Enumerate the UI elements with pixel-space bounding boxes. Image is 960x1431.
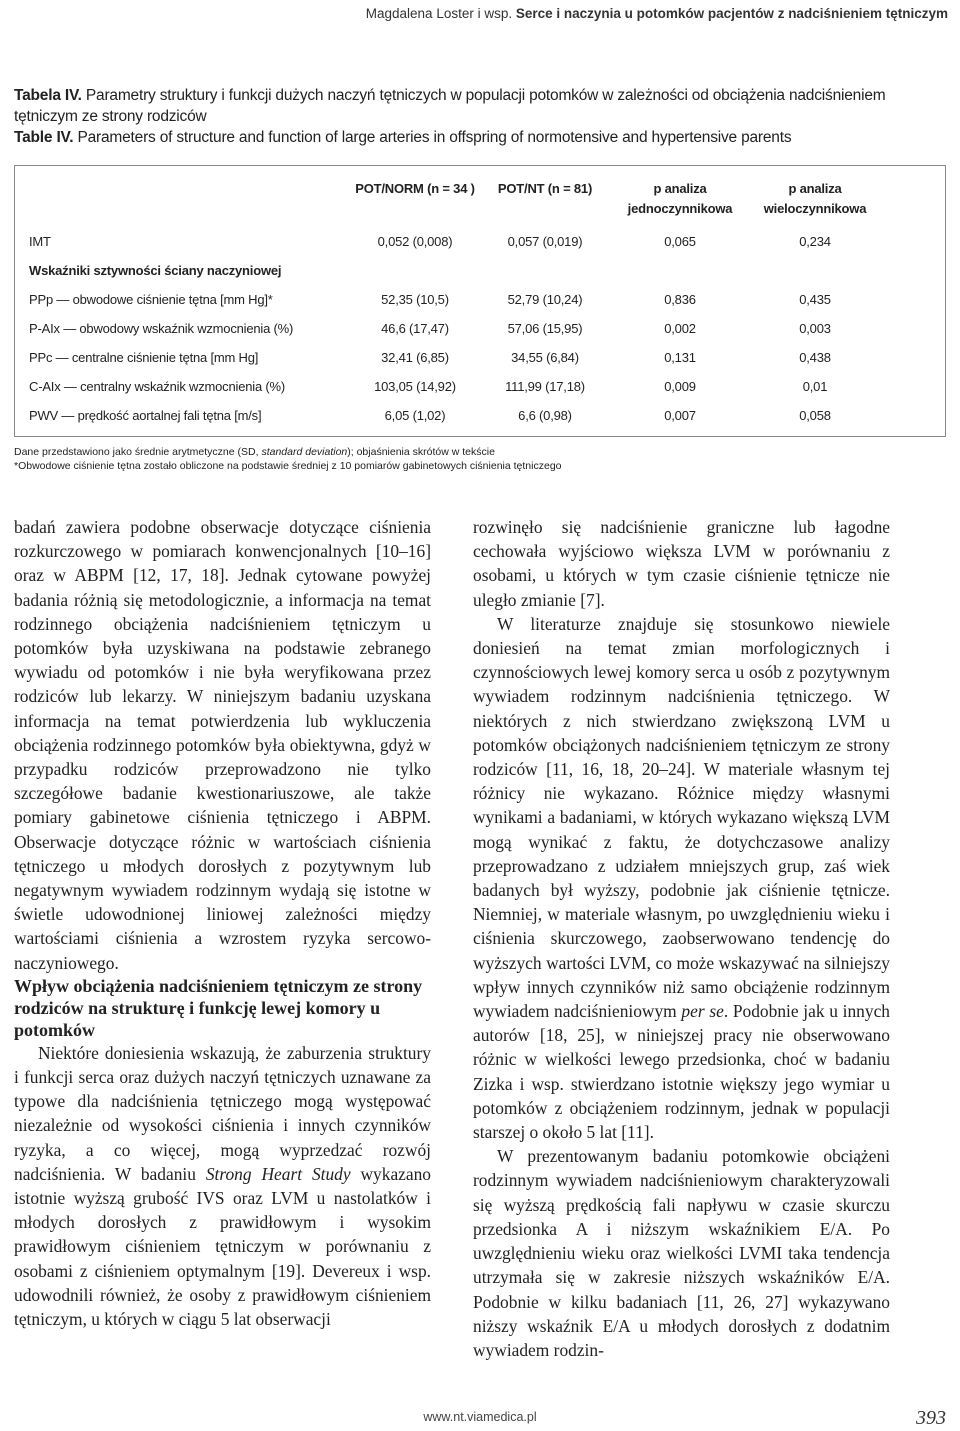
left-p2-b: wykazano istotnie wyższą grubość IVS oraz LVM u nastolatków i młodych dorosłych z prawidłowym i wysokim prawidłowym ciśnieniem tętniczym w porównaniu z osobami z ciśnieniem optymalnym [19]. Devereux i wsp. udowodnili również, że osoby z prawidłowym ciśnieniem tętniczym, u których w ciągu 5 lat obserwacji <box>14 1163 431 1330</box>
note-line-2: *Obwodowe ciśnienie tętna zostało obliczone na podstawie średniej z 10 pomiarów gabinetowych ciśnienia tętniczego <box>14 460 562 472</box>
section-heading: Wpływ obciążenia nadciśnieniem tętniczym ze strony rodziców na strukturę i funkcję lewej komory u potomków <box>14 975 423 1040</box>
row-paix-label: P-AIx — obwodowy wskaźnik wzmocnienia (%) <box>29 321 294 336</box>
header-p-multivariate-1: p analiza <box>788 181 842 196</box>
row-imt-nt: 0,057 (0,019) <box>507 234 583 249</box>
caption-en <box>14 127 914 148</box>
row-pwv-p1: 0,007 <box>664 408 696 423</box>
note-1c: ); objaśnienia skrótów w tekście <box>347 446 495 458</box>
footer-url: www.nt.viamedica.pl <box>423 1410 537 1424</box>
section-stiffness-label: Wskaźniki sztywności ściany naczyniowej <box>29 263 282 278</box>
caption-pl <box>14 85 914 127</box>
note-1a: Dane przedstawiono jako średnie arytmetyczne (SD, <box>14 446 262 458</box>
row-imt-norm: 0,052 (0,008) <box>377 234 453 249</box>
row-caix-p2: 0,01 <box>802 379 828 394</box>
right-paragraph-2 <box>473 612 890 1144</box>
row-pwv-p2: 0,058 <box>799 408 831 423</box>
right-column <box>473 515 890 1362</box>
caption-pl-text: Parametry struktury i funkcji dużych naczyń tętniczych w populacji potomków w zależności od obciążenia nadciśnieniem tętniczym ze strony rodziców <box>14 87 886 125</box>
row-imt-p2: 0,234 <box>799 234 831 249</box>
row-imt-p1: 0,065 <box>664 234 696 249</box>
right-p2-a: W literaturze znajduje się stosunkowo niewiele doniesień na temat zmian morfologicznych i czynnościowych lewej komory serca u osób z pozytywnym wywiadem rodzinnym nadciśnienia tętniczego. W niektórych z nich stwierdzano zwiększoną LVM u potomków obciążonych nadciśnieniem tętniczym ze strony rodziców [11, 16, 18, 20–24]. W materiale własnym tej różnicy nie wykazano. Różnice między własnymi wynikami a badaniami, w których wykazano większą LVM mogą wynikać z faktu, że dotychczasowe analizy przeprowadzano z udziałem mniejszych grup, zaś wiek badanych był wyższy, podobnie jak ciśnienie tętnicze. Niemniej, w materiale własnym, po uwzględnieniu wieku i ciśnienia skurczowego, zaobserwowano tendencję do wyższych wartości LVM, co może wskazywać na silniejszy wpływ innych czynników niż samo obciążenie rodzinnym wywiadem nadciśnieniowym <box>473 613 890 1022</box>
left-paragraph-1: badań zawiera podobne obserwacje dotyczące ciśnienia rozkurczowego w pomiarach konwencjonalnych [10–16] oraz w ABPM [12, 17, 18]. Jednak cytowane powyżej badania różnią się metodologicznie, a informacja na temat rodzinnego obciążenia nadciśnieniem tętniczym u potomków była uzyskiwana na podstawie zebranego wywiadu od potomków i nie była weryfikowana przez rodziców lub lekarzy. W niniejszym badaniu uzyskana informacja na temat potwierdzenia lub wykluczenia obciążenia rodzinnego potomków była obiektywna, gdyż w przypadku rodziców przeprowadzono nie tylko szczegółowe badanie kwestionariuszowe, ale także pomiary gabinetowe ciśnienia tętniczego i ABPM. Obserwacje dotyczące różnic w wartościach ciśnienia tętniczego u młodych dorosłych z pozytywnym lub negatywnym wywiadem rodzinnym wydają się istotne w świetle udowodnionej liniowej zależności między wartościami ciśnienia a wzrostem ryzyka sercowo-naczyniowego. <box>14 517 431 973</box>
note-line-1 <box>14 445 562 459</box>
caption-en-text: Parameters of structure and function of large arteries in offspring of normotensive and hypertensive parents <box>73 129 792 146</box>
right-paragraph-1: rozwinęło się nadciśnienie graniczne lub łagodne cechowała wyjściowo większa LVM w porównaniu z osobami, u których w tym czasie ciśnienie tętnicze nie uległo zmianie [7]. <box>473 517 890 610</box>
row-paix-nt: 57,06 (15,95) <box>507 321 583 336</box>
row-ppc-norm: 32,41 (6,85) <box>381 350 449 365</box>
header-p-univariate-1: p analiza <box>653 181 707 196</box>
row-ppc-nt: 34,55 (6,84) <box>511 350 579 365</box>
row-ppp-p1: 0,836 <box>664 292 696 307</box>
right-paragraph-3: W prezentowanym badaniu potomkowie obciążeni rodzinnym wywiadem nadciśnieniowym charakteryzowali się wyższą prędkością fali napływu w czasie skurczu przedsionka A i niższym wskaźnikiem E/A. Po uwzględnieniu wieku oraz wielkości LVMI taka tendencja utrzymała się w zakresie niższych wskaźników E/A. Podobnie w kilku badaniach [11, 26, 27] wykazywano niższy wskaźnik E/A u młodych dorosłych z dodatnim wywiadem rodzin- <box>473 1146 890 1360</box>
note-1b: standard deviation <box>261 446 348 458</box>
header-pot-norm: POT/NORM (n = 34 ) <box>355 181 475 196</box>
row-ppp-nt: 52,79 (10,24) <box>507 292 583 307</box>
header-title: Serce i naczynia u potomków pacjentów z nadciśnieniem tętniczym <box>515 6 948 21</box>
table-caption <box>14 85 914 148</box>
row-ppp-norm: 52,35 (10,5) <box>381 292 449 307</box>
row-caix-p1: 0,009 <box>664 379 696 394</box>
row-caix-nt: 111,99 (17,18) <box>505 379 585 394</box>
row-pwv-label: PWV — prędkość aortalnej fali tętna [m/s] <box>29 408 262 423</box>
data-table <box>14 165 946 437</box>
caption-pl-label: Tabela IV. <box>14 87 82 104</box>
row-paix-p2: 0,003 <box>799 321 831 336</box>
row-imt-label: IMT <box>29 234 51 249</box>
row-ppc-label: PPc — centralne ciśnienie tętna [mm Hg] <box>29 350 259 365</box>
row-pwv-nt: 6,6 (0,98) <box>518 408 572 423</box>
row-caix-label: C-AIx — centralny wskaźnik wzmocnienia (%) <box>29 379 286 394</box>
row-paix-norm: 46,6 (17,47) <box>381 321 449 336</box>
row-ppp-label: PPp — obwodowe ciśnienie tętna [mm Hg]* <box>29 292 273 307</box>
left-column <box>14 515 431 1331</box>
header-authors: Magdalena Loster i wsp. <box>365 6 513 21</box>
row-ppp-p2: 0,435 <box>799 292 831 307</box>
caption-en-label: Table IV. <box>14 129 74 146</box>
header-pot-nt: POT/NT (n = 81) <box>497 181 593 196</box>
table-notes <box>14 445 562 473</box>
row-ppc-p2: 0,438 <box>799 350 831 365</box>
left-paragraph-2 <box>14 1041 431 1331</box>
left-p2-a: Niektóre doniesienia wskazują, że zaburzenia struktury i funkcji serca oraz dużych naczyń tętniczych uznawane za typowe dla nadciśnienia tętniczego mogą występować niezależnie od wysokości ciśnienia i innych czynników ryzyka, a co więcej, mogą wyprzedzać rozwój nadciśnienia. W badaniu <box>14 1042 431 1184</box>
row-pwv-norm: 6,05 (1,02) <box>384 408 446 423</box>
row-ppc-p1: 0,131 <box>664 350 696 365</box>
header-p-univariate-2: jednoczynnikowa <box>627 201 733 216</box>
left-p2-italic: Strong Heart Study <box>205 1163 351 1184</box>
running-header <box>366 6 948 21</box>
row-caix-norm: 103,05 (14,92) <box>374 379 456 394</box>
right-p2-italic: per se <box>681 1001 724 1022</box>
row-paix-p1: 0,002 <box>664 321 696 336</box>
right-p2-b: . Podobnie jak u innych autorów [18, 25], w niniejszej pracy nie obserwowano różnic w wielkości lewego przedsionka, choć w badaniu Zizka i wsp. stwierdzano istotnie większy jego wymiar u potomków z obciążeniem rodzinnym, jednak w populacji starszej o około 5 lat [11]. <box>473 1001 890 1143</box>
header-p-multivariate-2: wieloczynnikowa <box>763 201 867 216</box>
page-number: 393 <box>916 1407 946 1429</box>
